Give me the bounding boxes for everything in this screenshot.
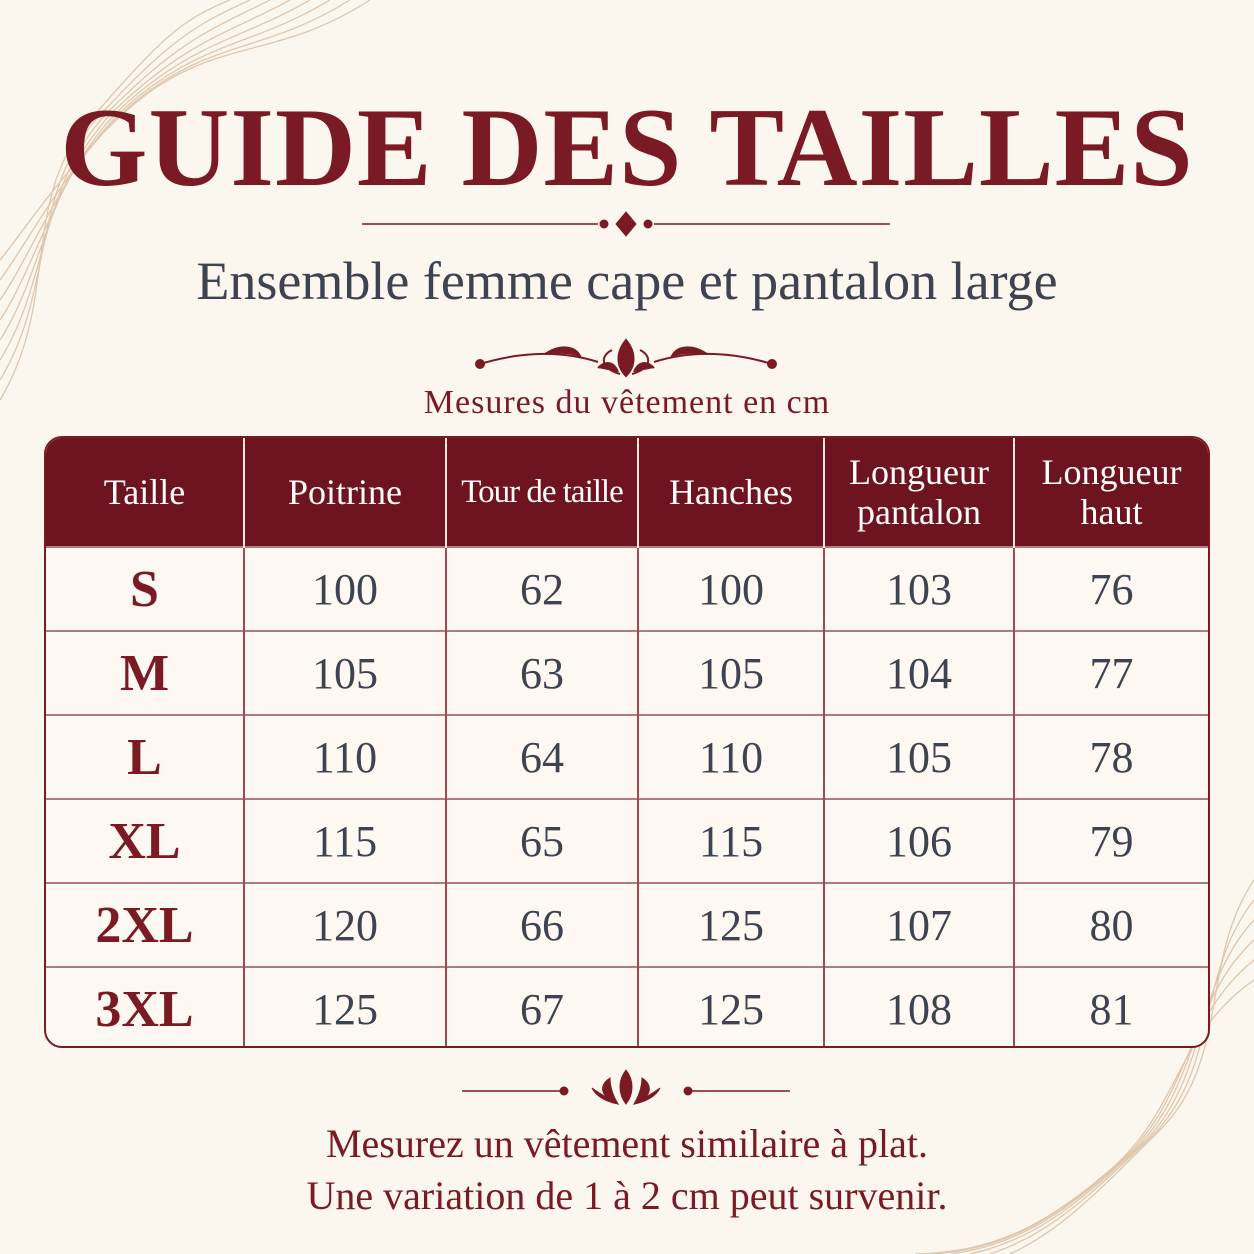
table-cell: 125 [638,967,824,1048]
table-cell: 79 [1014,799,1208,883]
flourish-ornament-icon [476,340,776,376]
table-header-row [46,438,1208,547]
table-cell: 103 [824,547,1014,631]
table-row [46,547,1208,631]
table-row [46,883,1208,967]
page-title: GUIDE DES TAILLES [60,86,1194,210]
table-cell: 78 [1014,715,1208,799]
column-header-pant-length: Longueur pantalon [824,438,1014,547]
table-cell: 120 [244,883,446,967]
table-cell: 67 [446,967,638,1048]
table-cell: 115 [638,799,824,883]
table-cell: 65 [446,799,638,883]
table-cell: 105 [638,631,824,715]
table-cell: 76 [1014,547,1208,631]
table-cell: 77 [1014,631,1208,715]
table-cell: 104 [824,631,1014,715]
table-row [46,715,1208,799]
table-row [46,967,1208,1048]
table-cell: 107 [824,883,1014,967]
table-cell: 80 [1014,883,1208,967]
table-cell: 100 [244,547,446,631]
title-divider-icon [362,212,890,236]
table-cell: 100 [638,547,824,631]
column-header-top-length: Longueur haut [1014,438,1208,547]
product-subtitle: Ensemble femme cape et pantalon large [196,251,1058,311]
table-cell: 110 [244,715,446,799]
lower-divider-ornament-icon [462,1070,790,1104]
table-cell: 108 [824,967,1014,1048]
table-cell: 63 [446,631,638,715]
size-label: 3XL [46,967,244,1048]
size-table [44,436,1210,1048]
table-cell: 62 [446,547,638,631]
unit-note: Mesures du vêtement en cm [423,384,831,421]
size-label: 2XL [46,883,244,967]
table-cell: 105 [824,715,1014,799]
table-cell: 125 [244,967,446,1048]
column-header-size: Taille [46,438,244,547]
footer-note-line-1: Mesurez un vêtement similaire à plat. [325,1121,928,1166]
size-label: L [46,715,244,799]
table-row [46,799,1208,883]
table-cell: 66 [446,883,638,967]
footer-note-line-2: Une variation de 1 à 2 cm peut survenir. [306,1173,948,1218]
table-cell: 125 [638,883,824,967]
column-header-waist: Tour de taille [446,438,638,547]
column-header-chest: Poitrine [244,438,446,547]
size-label: S [46,547,244,631]
size-label: XL [46,799,244,883]
table-cell: 105 [244,631,446,715]
table-cell: 81 [1014,967,1208,1048]
column-header-hips: Hanches [638,438,824,547]
table-cell: 115 [244,799,446,883]
size-label: M [46,631,244,715]
table-cell: 64 [446,715,638,799]
table-cell: 106 [824,799,1014,883]
table-row [46,631,1208,715]
table-cell: 110 [638,715,824,799]
